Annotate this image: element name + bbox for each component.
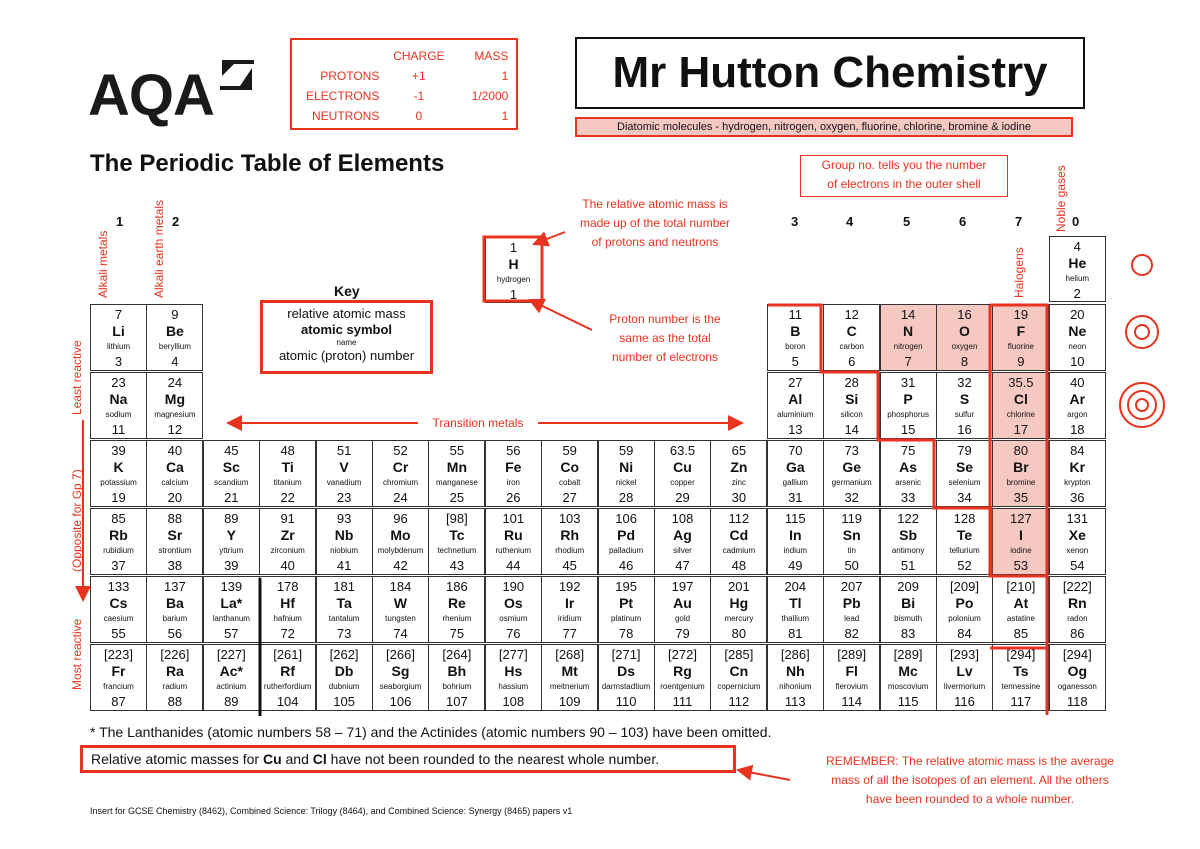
element-ba: 137 Ba barium 56 — [146, 576, 203, 643]
element-bi: 209 Bi bismuth 83 — [880, 576, 937, 643]
element-hf: 178 Hf hafnium 72 — [259, 576, 316, 643]
element-na: 23 Na sodium 11 — [90, 372, 147, 439]
element-os: 190 Os osmium 76 — [485, 576, 542, 643]
element-h: 1 H hydrogen 1 — [485, 237, 542, 303]
element-at: [210] At astatine 85 — [992, 576, 1049, 643]
element-ac: [227] Ac* actinium 89 — [203, 644, 260, 711]
element-cn: [285] Cn copernicium 112 — [710, 644, 767, 711]
element-in: 115 In indium 49 — [767, 508, 824, 575]
element-si: 28 Si silicon 14 — [823, 372, 880, 439]
element-mc: [289] Mc moscovium 115 — [880, 644, 937, 711]
key-title: Key — [334, 283, 360, 299]
element-ni: 59 Ni nickel 28 — [598, 440, 655, 507]
element-ir: 192 Ir iridium 77 — [541, 576, 598, 643]
element-sr: 88 Sr strontium 38 — [146, 508, 203, 575]
element-as: 75 As arsenic 33 — [880, 440, 937, 507]
element-s: 32 S sulfur 16 — [936, 372, 993, 439]
element-mo: 96 Mo molybdenum 42 — [372, 508, 429, 575]
alkali-earth-metals-label: Alkali earth metals — [152, 199, 166, 298]
element-rb: 85 Rb rubidium 37 — [90, 508, 147, 575]
element-be: 9 Be beryllium 4 — [146, 304, 203, 371]
element-ta: 181 Ta tantalum 73 — [316, 576, 373, 643]
most-reactive-label: Most reactive — [70, 618, 84, 690]
element-ru: 101 Ru ruthenium 44 — [485, 508, 542, 575]
insert-note: Insert for GCSE Chemistry (8462), Combined Science: Trilogy (8464), and Combined Science: Synergy (8465) papers v1 — [90, 806, 573, 816]
element-hs: [277] Hs hassium 108 — [485, 644, 542, 711]
element-zr: 91 Zr zirconium 40 — [259, 508, 316, 575]
element-ne: 20 Ne neon 10 — [1049, 304, 1106, 371]
element-la: 139 La* lanthanum 57 — [203, 576, 260, 643]
element-rn: [222] Rn radon 86 — [1049, 576, 1106, 643]
orbit-2-icon-inner — [1135, 325, 1149, 339]
hydrogen-outline — [484, 237, 542, 301]
halogen-outline — [990, 305, 1047, 576]
element-xe: 131 Xe xenon 54 — [1049, 508, 1106, 575]
element-n: 14 N nitrogen 7 — [880, 304, 937, 371]
element-he: 4 He helium 2 — [1049, 236, 1106, 302]
orbit-1-icon — [1132, 255, 1152, 275]
element-tc: [98] Tc technetium 43 — [428, 508, 485, 575]
element-pd: 106 Pd palladium 46 — [598, 508, 655, 575]
relative-mass-note: The relative atomic mass is made up of the total number of protons and neutrons — [579, 197, 731, 249]
element-o: 16 O oxygen 8 — [936, 304, 993, 371]
remember-arrow — [738, 770, 790, 780]
halogens-label: Halogens — [1012, 247, 1026, 298]
element-cl: 35.5 Cl chlorine 17 — [992, 372, 1049, 439]
element-po: [209] Po polonium 84 — [936, 576, 993, 643]
element-sc: 45 Sc scandium 21 — [203, 440, 260, 507]
element-ar: 40 Ar argon 18 — [1049, 372, 1106, 439]
element-p: 31 P phosphorus 15 — [880, 372, 937, 439]
tennessine-outline — [990, 648, 1047, 715]
element-db: [262] Db dubnium 105 — [316, 644, 373, 711]
element-ag: 108 Ag silver 47 — [654, 508, 711, 575]
element-te: 128 Te tellurium 52 — [936, 508, 993, 575]
group-3-header: 3 — [791, 214, 799, 229]
element-pt: 195 Pt platinum 78 — [598, 576, 655, 643]
diatomic-note: Diatomic molecules - hydrogen, nitrogen, oxygen, fluorine, chlorine, bromine & iodine — [575, 117, 1073, 137]
noble-gases-label: Noble gases — [1054, 165, 1068, 232]
group-number-note: Group no. tells you the number of electrons in the outer shell — [800, 155, 1008, 197]
element-ge: 73 Ge germanium 32 — [823, 440, 880, 507]
group-4-header: 4 — [846, 214, 854, 229]
group-0-header: 0 — [1072, 214, 1080, 229]
key-box: relative atomic mass atomic symbol name atomic (proton) number — [260, 300, 433, 374]
element-og: [294] Og oganesson 118 — [1049, 644, 1106, 711]
element-ca: 40 Ca calcium 20 — [146, 440, 203, 507]
element-cd: 112 Cd cadmium 48 — [710, 508, 767, 575]
element-y: 89 Y yttrium 39 — [203, 508, 260, 575]
orbit-3-icon-mid — [1128, 391, 1156, 419]
group-7-header: 7 — [1015, 214, 1023, 229]
element-mt: [268] Mt meitnerium 109 — [541, 644, 598, 711]
metal-nonmetal-line — [768, 305, 1047, 715]
element-br: 80 Br bromine 35 — [992, 440, 1049, 507]
remember-note: REMEMBER: The relative atomic mass is the average mass of all the isotopes of an element. All the others have been rounded to a whole number. — [826, 754, 1114, 806]
element-mg: 24 Mg magnesium 12 — [146, 372, 203, 439]
periodic-table-title: The Periodic Table of Elements — [90, 150, 445, 177]
element-rh: 103 Rh rhodium 45 — [541, 508, 598, 575]
opposite-group7-label: (Opposite for Gp 7) — [70, 469, 84, 572]
element-bh: [264] Bh bohrium 107 — [428, 644, 485, 711]
element-au: 197 Au gold 79 — [654, 576, 711, 643]
element-tl: 204 Tl thallium 81 — [767, 576, 824, 643]
group-5-header: 5 — [903, 214, 911, 229]
element-co: 59 Co cobalt 27 — [541, 440, 598, 507]
lanthanides-footnote: * The Lanthanides (atomic numbers 58 – 71) and the Actinides (atomic numbers 90 – 103) have been omitted. — [90, 724, 772, 740]
element-cu: 63.5 Cu copper 29 — [654, 440, 711, 507]
element-ts: [294] Ts tennessine 117 — [992, 644, 1049, 711]
element-li: 7 Li lithium 3 — [90, 304, 147, 371]
element-kr: 84 Kr krypton 36 — [1049, 440, 1106, 507]
proton-number-note: Proton number is the same as the total number of electrons — [609, 312, 721, 364]
element-pb: 207 Pb lead 82 — [823, 576, 880, 643]
rounding-note-box: Relative atomic masses for Cu and Cl have not been rounded to the nearest whole number. — [80, 745, 736, 773]
element-re: 186 Re rhenium 75 — [428, 576, 485, 643]
element-zn: 65 Zn zinc 30 — [710, 440, 767, 507]
element-hg: 201 Hg mercury 80 — [710, 576, 767, 643]
element-fr: [223] Fr francium 87 — [90, 644, 147, 711]
proton-arrow — [530, 300, 592, 330]
element-cs: 133 Cs caesium 55 — [90, 576, 147, 643]
element-b: 11 B boron 5 — [767, 304, 824, 371]
element-rf: [261] Rf rutherfordium 104 — [259, 644, 316, 711]
group-1-header: 1 — [116, 214, 124, 229]
page-heading: Mr Hutton Chemistry — [575, 37, 1085, 109]
mass-header: MASS — [474, 49, 509, 63]
group-6-header: 6 — [959, 214, 967, 229]
element-lv: [293] Lv livermorium 116 — [936, 644, 993, 711]
element-sn: 119 Sn tin 50 — [823, 508, 880, 575]
element-mn: 55 Mn manganese 25 — [428, 440, 485, 507]
element-ga: 70 Ga gallium 31 — [767, 440, 824, 507]
element-k: 39 K potassium 19 — [90, 440, 147, 507]
element-ds: [271] Ds darmstadtium 110 — [598, 644, 655, 711]
element-se: 79 Se selenium 34 — [936, 440, 993, 507]
charge-header: CHARGE — [393, 49, 445, 63]
element-f: 19 F fluorine 9 — [992, 304, 1049, 371]
element-fe: 56 Fe iron 26 — [485, 440, 542, 507]
orbit-3-icon-outer — [1120, 383, 1164, 427]
element-rg: [272] Rg roentgenium 111 — [654, 644, 711, 711]
element-cr: 52 Cr chromium 24 — [372, 440, 429, 507]
alkali-metals-label: Alkali metals — [96, 230, 110, 298]
element-al: 27 Al aluminium 13 — [767, 372, 824, 439]
element-ra: [226] Ra radium 88 — [146, 644, 203, 711]
element-v: 51 V vanadium 23 — [316, 440, 373, 507]
transition-metals-label: Transition metals — [418, 414, 538, 433]
element-ti: 48 Ti titanium 22 — [259, 440, 316, 507]
orbit-3-icon-inner — [1136, 399, 1148, 411]
element-sg: [266] Sg seaborgium 106 — [372, 644, 429, 711]
orbit-2-icon-outer — [1126, 316, 1158, 348]
aqa-logo: AQA — [88, 63, 214, 128]
element-fl: [289] Fl flerovium 114 — [823, 644, 880, 711]
element-i: 127 I iodine 53 — [992, 508, 1049, 575]
element-c: 12 C carbon 6 — [823, 304, 880, 371]
subatomic-particles-table: CHARGE MASS PROTONS +1 1 ELECTRONS -1 1/2000 NEUTRONS 0 1 — [290, 38, 518, 130]
element-nb: 93 Nb niobium 41 — [316, 508, 373, 575]
group-2-header: 2 — [172, 214, 180, 229]
element-sb: 122 Sb antimony 51 — [880, 508, 937, 575]
element-nh: [286] Nh nihonium 113 — [767, 644, 824, 711]
element-w: 184 W tungsten 74 — [372, 576, 429, 643]
least-reactive-label: Least reactive — [70, 340, 84, 415]
